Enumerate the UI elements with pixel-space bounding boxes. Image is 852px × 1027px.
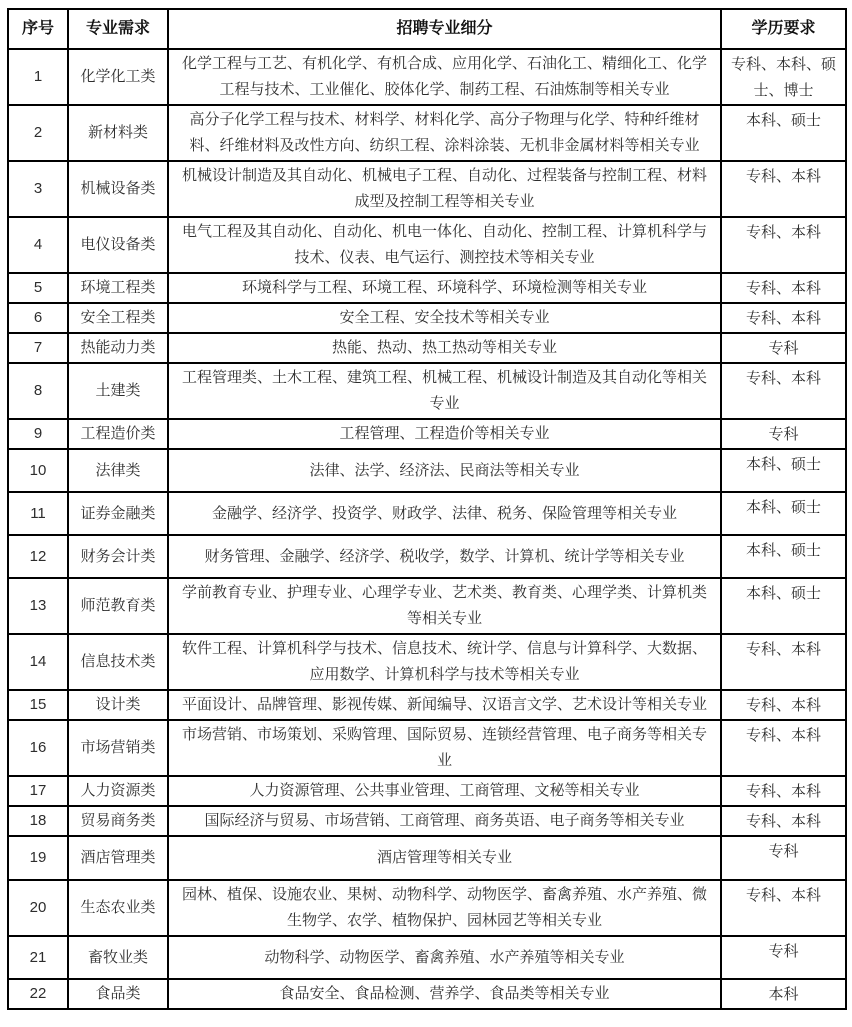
cell-majors-detail: 人力资源管理、公共事业管理、工商管理、文秘等相关专业 [168,776,721,806]
cell-row-number: 3 [8,161,68,217]
table-row [8,836,846,880]
cell-row-number: 10 [8,449,68,492]
cell-row-number: 14 [8,634,68,690]
cell-education-req: 专科 [721,936,846,979]
cell-row-number: 16 [8,720,68,776]
cell-category: 师范教育类 [68,578,168,634]
cell-education-req: 专科、本科 [721,880,846,936]
cell-category: 环境工程类 [68,273,168,303]
cell-row-number: 22 [8,979,68,1009]
cell-row-number: 18 [8,806,68,836]
cell-category: 安全工程类 [68,303,168,333]
table-row [8,273,846,303]
cell-education-req: 专科、本科 [721,161,846,217]
table-row [8,535,846,578]
cell-education-req: 本科、硕士 [721,449,846,492]
cell-majors-detail: 平面设计、品牌管理、影视传媒、新闻编导、汉语言文学、艺术设计等相关专业 [168,690,721,720]
cell-category: 酒店管理类 [68,836,168,880]
cell-education-req: 本科、硕士 [721,578,846,634]
cell-majors-detail: 酒店管理等相关专业 [168,836,721,880]
cell-majors-detail: 国际经济与贸易、市场营销、工商管理、商务英语、电子商务等相关专业 [168,806,721,836]
table-row [8,449,846,492]
table-row [8,720,846,776]
column-header-category: 专业需求 [68,9,168,49]
cell-category: 土建类 [68,363,168,419]
table-header-row [8,9,846,49]
table-row [8,105,846,161]
table-row [8,333,846,363]
cell-category: 机械设备类 [68,161,168,217]
cell-category: 贸易商务类 [68,806,168,836]
cell-majors-detail: 市场营销、市场策划、采购管理、国际贸易、连锁经营管理、电子商务等相关专业 [168,720,721,776]
cell-education-req: 本科、硕士 [721,105,846,161]
cell-category: 工程造价类 [68,419,168,449]
cell-category: 食品类 [68,979,168,1009]
cell-education-req: 专科 [721,836,846,880]
column-header-no: 序号 [8,9,68,49]
cell-majors-detail: 软件工程、计算机科学与技术、信息技术、统计学、信息与计算科学、大数据、应用数学、计算机科学与技术等相关专业 [168,634,721,690]
cell-row-number: 6 [8,303,68,333]
table-row [8,690,846,720]
cell-majors-detail: 法律、法学、经济法、民商法等相关专业 [168,449,721,492]
cell-category: 新材料类 [68,105,168,161]
cell-education-req: 专科、本科 [721,273,846,303]
cell-majors-detail: 热能、热动、热工热动等相关专业 [168,333,721,363]
cell-category: 热能动力类 [68,333,168,363]
recruitment-table [7,8,847,1010]
table-row [8,303,846,333]
cell-majors-detail: 金融学、经济学、投资学、财政学、法律、税务、保险管理等相关专业 [168,492,721,535]
cell-majors-detail: 环境科学与工程、环境工程、环境科学、环境检测等相关专业 [168,273,721,303]
table-row [8,578,846,634]
cell-education-req: 专科、本科 [721,303,846,333]
cell-majors-detail: 食品安全、食品检测、营养学、食品类等相关专业 [168,979,721,1009]
cell-category: 人力资源类 [68,776,168,806]
cell-majors-detail: 高分子化学工程与技术、材料学、材料化学、高分子物理与化学、特种纤维材料、纤维材料及改性方向、纺织工程、涂料涂装、无机非金属材料等相关专业 [168,105,721,161]
column-header-education: 学历要求 [721,9,846,49]
cell-majors-detail: 学前教育专业、护理专业、心理学专业、艺术类、教育类、心理学类、计算机类等相关专业 [168,578,721,634]
cell-row-number: 2 [8,105,68,161]
table-row [8,217,846,273]
table-row [8,634,846,690]
cell-row-number: 4 [8,217,68,273]
table-row [8,806,846,836]
cell-row-number: 21 [8,936,68,979]
cell-majors-detail: 化学工程与工艺、有机化学、有机合成、应用化学、石油化工、精细化工、化学工程与技术、工业催化、胶体化学、制药工程、石油炼制等相关专业 [168,49,721,105]
cell-majors-detail: 财务管理、金融学、经济学、税收学，数学、计算机、统计学等相关专业 [168,535,721,578]
cell-row-number: 15 [8,690,68,720]
cell-category: 法律类 [68,449,168,492]
table-row [8,419,846,449]
cell-row-number: 20 [8,880,68,936]
cell-category: 市场营销类 [68,720,168,776]
cell-row-number: 5 [8,273,68,303]
cell-education-req: 本科 [721,979,846,1009]
cell-category: 信息技术类 [68,634,168,690]
cell-majors-detail: 机械设计制造及其自动化、机械电子工程、自动化、过程装备与控制工程、材料成型及控制工程等相关专业 [168,161,721,217]
cell-category: 财务会计类 [68,535,168,578]
table-row [8,161,846,217]
column-header-majors: 招聘专业细分 [168,9,721,49]
table-row [8,979,846,1009]
cell-education-req: 专科、本科 [721,217,846,273]
cell-education-req: 专科、本科 [721,776,846,806]
cell-row-number: 19 [8,836,68,880]
cell-majors-detail: 电气工程及其自动化、自动化、机电一体化、自动化、控制工程、计算机科学与技术、仪表、电气运行、测控技术等相关专业 [168,217,721,273]
table-row [8,49,846,105]
cell-category: 电仪设备类 [68,217,168,273]
cell-category: 证券金融类 [68,492,168,535]
cell-majors-detail: 安全工程、安全技术等相关专业 [168,303,721,333]
cell-education-req: 专科 [721,333,846,363]
table-row [8,492,846,535]
cell-education-req: 专科、本科、硕士、博士 [721,49,846,105]
cell-education-req: 专科、本科 [721,806,846,836]
cell-row-number: 11 [8,492,68,535]
cell-education-req: 专科、本科 [721,634,846,690]
cell-majors-detail: 动物科学、动物医学、畜禽养殖、水产养殖等相关专业 [168,936,721,979]
cell-category: 畜牧业类 [68,936,168,979]
cell-category: 设计类 [68,690,168,720]
cell-education-req: 专科、本科 [721,720,846,776]
cell-education-req: 专科、本科 [721,690,846,720]
cell-row-number: 1 [8,49,68,105]
cell-education-req: 本科、硕士 [721,492,846,535]
cell-education-req: 专科 [721,419,846,449]
cell-majors-detail: 工程管理、工程造价等相关专业 [168,419,721,449]
cell-row-number: 17 [8,776,68,806]
cell-category: 生态农业类 [68,880,168,936]
cell-row-number: 9 [8,419,68,449]
cell-row-number: 12 [8,535,68,578]
table-row [8,936,846,979]
cell-majors-detail: 园林、植保、设施农业、果树、动物科学、动物医学、畜禽养殖、水产养殖、微生物学、农学、植物保护、园林园艺等相关专业 [168,880,721,936]
cell-majors-detail: 工程管理类、土木工程、建筑工程、机械工程、机械设计制造及其自动化等相关专业 [168,363,721,419]
cell-category: 化学化工类 [68,49,168,105]
cell-education-req: 专科、本科 [721,363,846,419]
cell-row-number: 8 [8,363,68,419]
cell-row-number: 13 [8,578,68,634]
table-row [8,880,846,936]
cell-education-req: 本科、硕士 [721,535,846,578]
table-body [8,49,846,1009]
cell-row-number: 7 [8,333,68,363]
table-row [8,776,846,806]
table-row [8,363,846,419]
